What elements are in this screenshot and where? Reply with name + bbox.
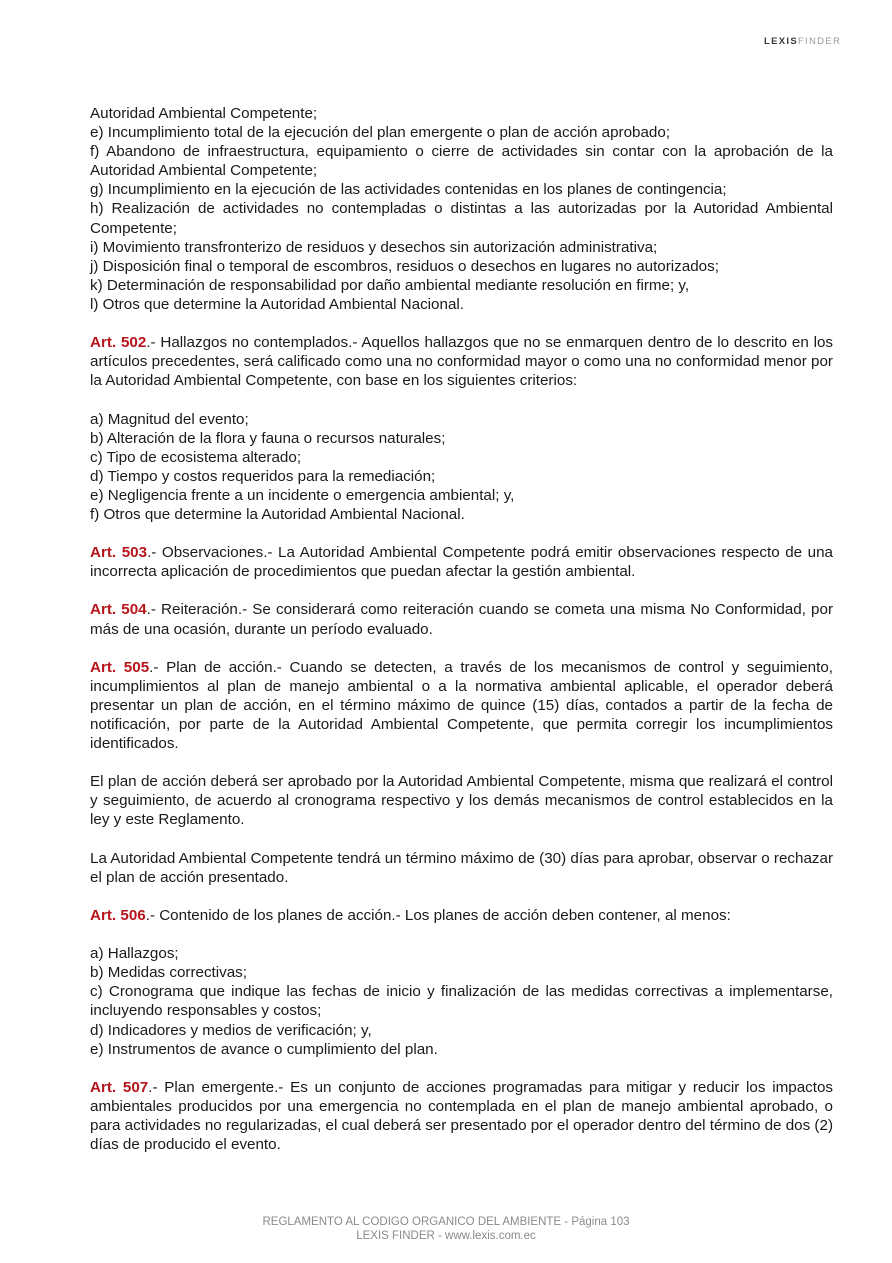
footer-title: REGLAMENTO AL CODIGO ORGANICO DEL AMBIENTE - Página 103 bbox=[262, 1216, 630, 1228]
list-item: d) Tiempo y costos requeridos para la remediación; bbox=[90, 467, 436, 485]
footer-site: LEXIS FINDER - www.lexis.com.ec bbox=[356, 1230, 536, 1242]
list-item: e) Incumplimiento total de la ejecución del plan emergente o plan de acción aprobado; bbox=[90, 124, 671, 142]
article-label: Art. 506 bbox=[90, 906, 146, 924]
article-label: Art. 505 bbox=[90, 658, 150, 676]
list-item: b) Medidas correctivas; bbox=[90, 964, 247, 982]
paragraph: La Autoridad Ambiental Competente tendrá un término máximo de (30) días para aprobar, observar o rechazar el plan de acción presentado. bbox=[90, 849, 833, 886]
article-text: .- Contenido de los planes de acción.- Los planes de acción deben contener, al menos: bbox=[145, 906, 731, 924]
list-item: k) Determinación de responsabilidad por daño ambiental mediante resolución en firme; y, bbox=[90, 276, 690, 294]
list-item: e) Negligencia frente a un incidente o emergencia ambiental; y, bbox=[90, 486, 515, 504]
list-item: d) Indicadores y medios de verificación; y, bbox=[90, 1021, 372, 1039]
document-body bbox=[90, 104, 833, 1154]
article-label: Art. 502 bbox=[90, 334, 147, 352]
article-text: .- Plan emergente.- Es un conjunto de acciones programadas para mitigar y reducir los impactos ambientales producidos por una emergencia no contemplada en el plan de manejo ambiental aprobado, o para actividades no regularizadas, el cual deberá ser presentado por el operador dentro del término de dos (2) días de producido el evento. bbox=[90, 1078, 833, 1154]
article-text: .- Plan de acción.- Cuando se detecten, a través de los mecanismos de control y seguimiento, incumplimientos al plan de manejo ambiental o a la normativa ambiental aplicable, el operador deberá presentar un plan de acción, en el término máximo de quince (15) días, contados a partir de la fecha de notificación, por parte de la Autoridad Ambiental Competente, que permita corregir los incumplimientos identificados. bbox=[90, 658, 833, 753]
page-footer bbox=[0, 1215, 892, 1243]
article-label: Art. 507 bbox=[90, 1078, 149, 1096]
list-item: l) Otros que determine la Autoridad Ambiental Nacional. bbox=[90, 295, 464, 313]
logo-bold: LEXIS bbox=[764, 36, 798, 47]
list-item: c) Tipo de ecosistema alterado; bbox=[90, 448, 302, 466]
list-item: c) Cronograma que indique las fechas de inicio y finalización de las medidas correctivas a implementarse, incluyendo responsables y costos; bbox=[90, 983, 833, 1020]
list-item: i) Movimiento transfronterizo de residuos y desechos sin autorización administrativa; bbox=[90, 238, 658, 256]
list-item: a) Magnitud del evento; bbox=[90, 410, 249, 428]
article-504 bbox=[90, 600, 833, 638]
lexis-finder-logo bbox=[764, 36, 841, 47]
logo-light: FINDER bbox=[797, 36, 842, 47]
list-item: b) Alteración de la flora y fauna o recursos naturales; bbox=[90, 429, 446, 447]
list-item: Autoridad Ambiental Competente; bbox=[90, 105, 318, 122]
article-label: Art. 503 bbox=[90, 544, 148, 562]
article-503 bbox=[90, 543, 833, 581]
list-item: e) Instrumentos de avance o cumplimiento del plan. bbox=[90, 1040, 438, 1058]
list-item: f) Abandono de infraestructura, equipamiento o cierre de actividades sin contar con la aprobación de la Autoridad Ambiental Competente; bbox=[90, 143, 833, 180]
article-text: .- Hallazgos no contemplados.- Aquellos hallazgos que no se enmarquen dentro de lo descrito en los artículos precedentes, será calificado como una no conformidad mayor o como una no conformidad menor por la Autoridad Ambiental Competente, con base en los siguientes criterios: bbox=[90, 334, 834, 390]
list-item: a) Hallazgos; bbox=[90, 945, 179, 963]
article-507 bbox=[90, 1078, 833, 1154]
list-item: h) Realización de actividades no contempladas o distintas a las autorizadas por la Autoridad Ambiental Competente; bbox=[90, 200, 833, 237]
article-505 bbox=[90, 658, 833, 753]
article-506 bbox=[90, 906, 833, 925]
paragraph: El plan de acción deberá ser aprobado por la Autoridad Ambiental Competente, misma que realizará el control y seguimiento, de acuerdo al cronograma respectivo y los demás mecanismos de control establecidos en la ley y este Reglamento. bbox=[90, 773, 833, 829]
list-item: j) Disposición final o temporal de escombros, residuos o desechos en lugares no autorizados; bbox=[90, 257, 719, 275]
article-text: .- Reiteración.- Se considerará como reiteración cuando se cometa una misma No Conformidad, por más de una ocasión, durante un período evaluado. bbox=[90, 601, 833, 638]
list-item: g) Incumplimiento en la ejecución de las actividades contenidas en los planes de contingencia; bbox=[90, 181, 727, 199]
list-item: f) Otros que determine la Autoridad Ambiental Nacional. bbox=[90, 505, 465, 523]
article-label: Art. 504 bbox=[90, 601, 147, 619]
article-502 bbox=[90, 333, 833, 390]
article-text: .- Observaciones.- La Autoridad Ambiental Competente podrá emitir observaciones respecto de una incorrecta aplicación de procedimientos que puedan afectar la gestión ambiental. bbox=[90, 544, 833, 581]
